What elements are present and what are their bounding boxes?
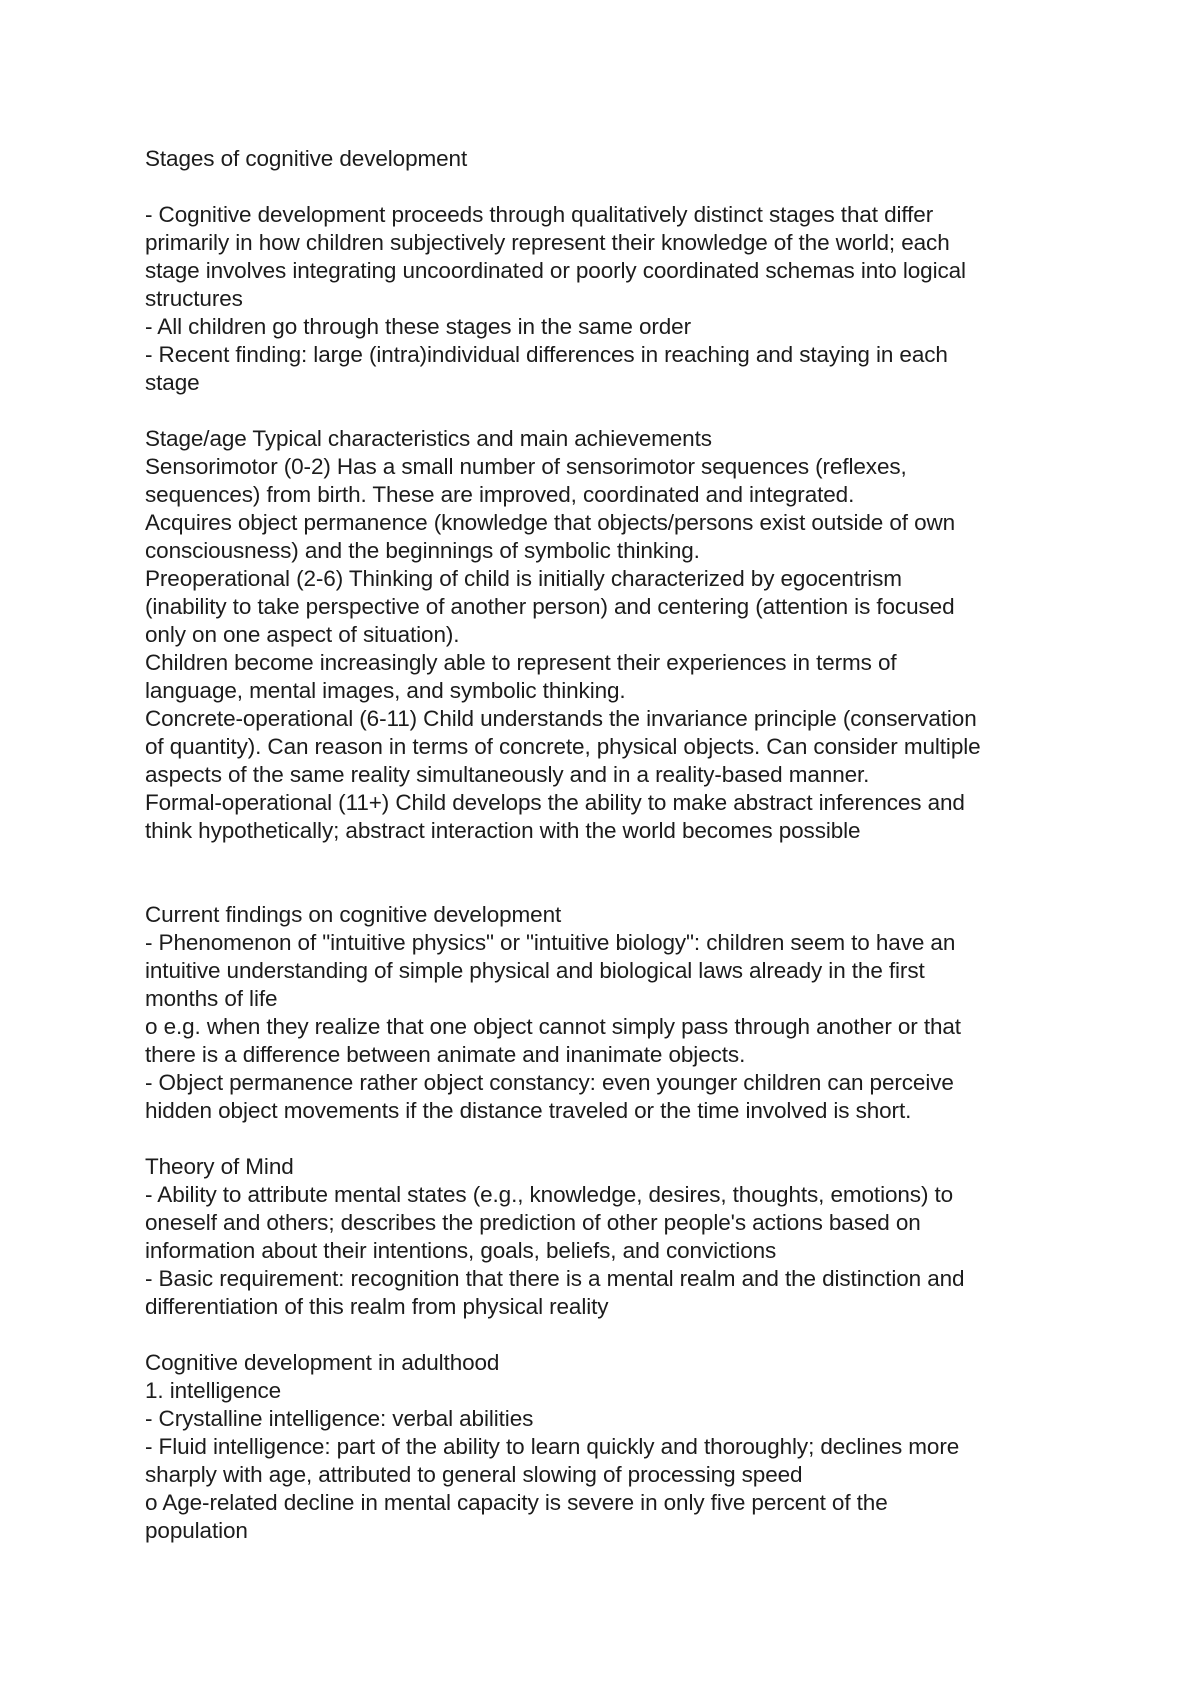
text-line: - Cognitive development proceeds through qualitatively distinct stages that differ xyxy=(145,202,934,227)
text-line: - Phenomenon of "intuitive physics" or "intuitive biology": children seem to have an xyxy=(145,930,956,955)
text-line: - Ability to attribute mental states (e.g., knowledge, desires, thoughts, emotions) to xyxy=(145,1182,954,1207)
text-line: - Basic requirement: recognition that there is a mental realm and the distinction and xyxy=(145,1266,965,1291)
spacer xyxy=(145,845,1075,901)
text-line: population xyxy=(145,1518,248,1543)
text-line: Formal-operational (11+) Child develops the ability to make abstract inferences and xyxy=(145,790,965,815)
text-line: aspects of the same reality simultaneously and in a reality-based manner. xyxy=(145,762,870,787)
text-line: only on one aspect of situation). xyxy=(145,622,460,647)
text-line: intuitive understanding of simple physical and biological laws already in the first xyxy=(145,958,925,983)
section-title-stages: Stages of cognitive development xyxy=(145,146,468,171)
text-line: there is a difference between animate and inanimate objects. xyxy=(145,1042,746,1067)
spacer xyxy=(145,1125,1075,1153)
text-line: language, mental images, and symbolic thinking. xyxy=(145,678,626,703)
stage-table-header: Stage/age Typical characteristics and main achievements xyxy=(145,426,712,451)
text-line: months of life xyxy=(145,986,278,1011)
section-title-adulthood: Cognitive development in adulthood xyxy=(145,1350,500,1375)
text-line: stage involves integrating uncoordinated or poorly coordinated schemas into logical xyxy=(145,258,966,283)
text-line: of quantity). Can reason in terms of concrete, physical objects. Can consider multiple xyxy=(145,734,981,759)
text-line: structures xyxy=(145,286,243,311)
text-line: - Recent finding: large (intra)individual differences in reaching and staying in each xyxy=(145,342,948,367)
text-line: Children become increasingly able to represent their experiences in terms of xyxy=(145,650,897,675)
spacer xyxy=(145,1321,1075,1349)
text-line: sequences) from birth. These are improved, coordinated and integrated. xyxy=(145,482,855,507)
text-line: consciousness) and the beginnings of symbolic thinking. xyxy=(145,538,700,563)
section-title-theory-of-mind: Theory of Mind xyxy=(145,1154,294,1179)
section-title-current-findings: Current findings on cognitive development xyxy=(145,902,562,927)
text-line: think hypothetically; abstract interaction with the world becomes possible xyxy=(145,818,861,843)
text-line: Sensorimotor (0-2) Has a small number of sensorimotor sequences (reflexes, xyxy=(145,454,907,479)
text-line: differentiation of this realm from physical reality xyxy=(145,1294,609,1319)
text-line: sharply with age, attributed to general slowing of processing speed xyxy=(145,1462,803,1487)
spacer xyxy=(145,173,1075,201)
text-line: - Fluid intelligence: part of the ability to learn quickly and thoroughly; declines more xyxy=(145,1434,960,1459)
text-line: oneself and others; describes the prediction of other people's actions based on xyxy=(145,1210,921,1235)
text-line: 1. intelligence xyxy=(145,1378,282,1403)
text-line: - All children go through these stages in the same order xyxy=(145,314,691,339)
text-line: - Object permanence rather object constancy: even younger children can perceive xyxy=(145,1070,954,1095)
text-line: hidden object movements if the distance traveled or the time involved is short. xyxy=(145,1098,912,1123)
text-line: (inability to take perspective of another person) and centering (attention is focused xyxy=(145,594,955,619)
text-line: o e.g. when they realize that one object cannot simply pass through another or that xyxy=(145,1014,961,1039)
text-line: - Crystalline intelligence: verbal abilities xyxy=(145,1406,534,1431)
text-line: Preoperational (2-6) Thinking of child is initially characterized by egocentrism xyxy=(145,566,902,591)
spacer xyxy=(145,397,1075,425)
text-line: Concrete-operational (6-11) Child understands the invariance principle (conservation xyxy=(145,706,977,731)
text-line: information about their intentions, goals, beliefs, and convictions xyxy=(145,1238,777,1263)
document-body xyxy=(145,145,1075,1545)
text-line: Acquires object permanence (knowledge that objects/persons exist outside of own xyxy=(145,510,956,535)
text-line: o Age-related decline in mental capacity is severe in only five percent of the xyxy=(145,1490,888,1515)
text-line: stage xyxy=(145,370,200,395)
text-line: primarily in how children subjectively represent their knowledge of the world; each xyxy=(145,230,950,255)
